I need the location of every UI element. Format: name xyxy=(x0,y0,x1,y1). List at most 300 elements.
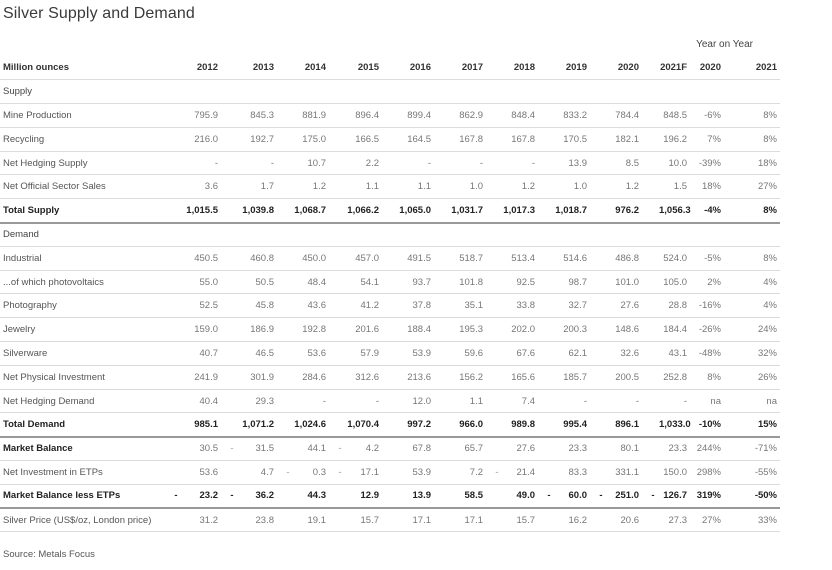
yoy-cell: 27% xyxy=(695,508,729,532)
spacer-cell xyxy=(439,508,451,532)
sign-cell xyxy=(387,461,399,485)
value-cell: 105.0 xyxy=(659,270,695,294)
spacer-cell xyxy=(170,175,182,199)
spacer-cell xyxy=(491,223,503,247)
value-cell: 159.0 xyxy=(182,318,226,342)
spacer-cell xyxy=(387,199,399,223)
value-cell: 156.2 xyxy=(451,365,491,389)
spacer-cell xyxy=(170,127,182,151)
spacer-cell xyxy=(334,365,346,389)
value-cell: - xyxy=(451,151,491,175)
spacer-cell xyxy=(647,365,659,389)
spacer-cell xyxy=(226,270,238,294)
value-cell xyxy=(294,223,334,247)
spacer-cell xyxy=(170,199,182,223)
value-cell: 54.1 xyxy=(346,270,387,294)
value-cell: - xyxy=(399,151,439,175)
spacer-cell xyxy=(334,318,346,342)
table-row xyxy=(0,365,832,389)
spacer-cell xyxy=(647,127,659,151)
value-cell: 1,018.7 xyxy=(555,199,595,223)
value-cell: 28.8 xyxy=(659,294,695,318)
value-cell: 170.5 xyxy=(555,127,595,151)
row-label: Photography xyxy=(0,294,170,318)
value-cell: 196.2 xyxy=(659,127,695,151)
year-2014: 2014 xyxy=(294,56,334,80)
spacer-cell xyxy=(439,342,451,366)
value-cell: 976.2 xyxy=(607,199,647,223)
value-cell: 27.6 xyxy=(607,294,647,318)
spacer-cell xyxy=(387,151,399,175)
value-cell: 201.6 xyxy=(346,318,387,342)
spacer-cell xyxy=(334,294,346,318)
spacer-cell xyxy=(491,270,503,294)
spacer-cell xyxy=(170,104,182,128)
value-cell: 40.4 xyxy=(182,389,226,413)
value-cell: 53.9 xyxy=(399,342,439,366)
sign-cell xyxy=(282,437,294,461)
value-cell: 1,071.2 xyxy=(238,413,282,437)
spacer-cell xyxy=(226,318,238,342)
spacer-cell xyxy=(282,199,294,223)
value-cell: 50.5 xyxy=(238,270,282,294)
yoy-cell: 298% xyxy=(695,461,729,485)
yoy-cell: 32% xyxy=(729,342,780,366)
value-cell: - xyxy=(607,389,647,413)
spacer-cell xyxy=(170,270,182,294)
yoy-cell: -71% xyxy=(729,437,780,461)
value-cell: 19.1 xyxy=(294,508,334,532)
value-cell xyxy=(182,80,226,104)
yoy-cell: 8% xyxy=(729,127,780,151)
yoy-cell: -55% xyxy=(729,461,780,485)
supply-demand-table xyxy=(0,56,832,532)
spacer-cell xyxy=(595,342,607,366)
value-cell: 67.6 xyxy=(503,342,543,366)
spacer-cell xyxy=(543,389,555,413)
spacer-cell xyxy=(543,413,555,437)
value-cell: 896.1 xyxy=(607,413,647,437)
value-cell xyxy=(182,223,226,247)
spacer-cell xyxy=(282,104,294,128)
value-cell: 60.0 xyxy=(555,484,595,508)
value-cell: 1,024.6 xyxy=(294,413,334,437)
spacer-cell xyxy=(595,175,607,199)
row-label: Net Hedging Supply xyxy=(0,151,170,175)
value-cell: 524.0 xyxy=(659,246,695,270)
value-cell: 518.7 xyxy=(451,246,491,270)
row-label: Jewelry xyxy=(0,318,170,342)
yoy-cell xyxy=(729,80,780,104)
value-cell: 1,066.2 xyxy=(346,199,387,223)
spacer-cell xyxy=(282,175,294,199)
value-cell: 1,065.0 xyxy=(399,199,439,223)
spacer-cell xyxy=(226,294,238,318)
year-2021f: 2021F xyxy=(659,56,695,80)
yoy-cell: 8% xyxy=(695,365,729,389)
row-label: Net Investment in ETPs xyxy=(0,461,170,485)
spacer-cell xyxy=(387,175,399,199)
spacer-cell xyxy=(543,151,555,175)
yoy-cell: na xyxy=(729,389,780,413)
value-cell: 43.6 xyxy=(294,294,334,318)
spacer-cell xyxy=(595,270,607,294)
row-label: Industrial xyxy=(0,246,170,270)
value-cell: 12.9 xyxy=(346,484,387,508)
spacer-cell xyxy=(282,151,294,175)
row-label: Net Official Sector Sales xyxy=(0,175,170,199)
yoy-cell: -16% xyxy=(695,294,729,318)
value-cell: 4.7 xyxy=(238,461,282,485)
value-cell: 784.4 xyxy=(607,104,647,128)
spacer-cell xyxy=(595,223,607,247)
value-cell: 53.6 xyxy=(294,342,334,366)
value-cell: 985.1 xyxy=(182,413,226,437)
yoy-year-2020: 2020 xyxy=(695,56,729,80)
spacer-cell xyxy=(595,246,607,270)
spacer-cell xyxy=(226,413,238,437)
value-cell: 37.8 xyxy=(399,294,439,318)
sign-cell xyxy=(595,437,607,461)
spacer-cell xyxy=(439,413,451,437)
value-cell: 44.3 xyxy=(294,484,334,508)
spacer-cell xyxy=(387,294,399,318)
value-cell: 795.9 xyxy=(182,104,226,128)
yoy-cell: -50% xyxy=(729,484,780,508)
page-title: Silver Supply and Demand xyxy=(3,5,195,22)
value-cell: 200.5 xyxy=(607,365,647,389)
value-cell xyxy=(555,223,595,247)
spacer-cell xyxy=(439,223,451,247)
value-cell: 32.6 xyxy=(607,342,647,366)
row-label: Demand xyxy=(0,223,170,247)
spacer-cell xyxy=(595,294,607,318)
value-cell: 1,068.7 xyxy=(294,199,334,223)
value-cell: 10.7 xyxy=(294,151,334,175)
value-cell: - xyxy=(294,389,334,413)
sign-cell xyxy=(439,461,451,485)
table-row xyxy=(0,413,832,437)
sign-cell xyxy=(439,484,451,508)
table-row xyxy=(0,461,832,485)
spacer-cell xyxy=(334,175,346,199)
value-cell: 23.3 xyxy=(555,437,595,461)
spacer-cell xyxy=(439,246,451,270)
value-cell: 1,015.5 xyxy=(182,199,226,223)
table-row xyxy=(0,342,832,366)
yoy-cell: -48% xyxy=(695,342,729,366)
spacer-cell xyxy=(226,199,238,223)
yoy-cell: 24% xyxy=(729,318,780,342)
spacer-cell xyxy=(170,223,182,247)
spacer-cell xyxy=(226,223,238,247)
spacer-cell xyxy=(282,294,294,318)
value-cell: 862.9 xyxy=(451,104,491,128)
value-cell: 10.0 xyxy=(659,151,695,175)
spacer-cell xyxy=(334,80,346,104)
yoy-cell xyxy=(729,223,780,247)
value-cell: 27.6 xyxy=(503,437,543,461)
table-row xyxy=(0,508,832,532)
spacer-cell xyxy=(491,294,503,318)
spacer-cell xyxy=(491,127,503,151)
value-cell: 2.2 xyxy=(346,151,387,175)
spacer-cell xyxy=(282,246,294,270)
value-cell: 166.5 xyxy=(346,127,387,151)
spacer-cell xyxy=(387,508,399,532)
spacer-cell xyxy=(491,246,503,270)
row-label: Total Demand xyxy=(0,413,170,437)
value-cell: 186.9 xyxy=(238,318,282,342)
table-row xyxy=(0,151,832,175)
value-cell: 1,056.3 xyxy=(659,199,695,223)
spacer-cell xyxy=(543,270,555,294)
spacer-cell xyxy=(647,389,659,413)
spacer-cell xyxy=(226,127,238,151)
spacer-cell xyxy=(543,294,555,318)
sign-cell: - xyxy=(282,461,294,485)
header-label: Million ounces xyxy=(0,56,170,80)
value-cell: 1,033.0 xyxy=(659,413,695,437)
spacer-cell xyxy=(491,342,503,366)
sign-cell: - xyxy=(647,484,659,508)
spacer-cell xyxy=(543,175,555,199)
yoy-cell: 4% xyxy=(729,294,780,318)
spacer-cell xyxy=(647,223,659,247)
value-cell: 65.7 xyxy=(451,437,491,461)
value-cell: 241.9 xyxy=(182,365,226,389)
spacer-cell xyxy=(170,151,182,175)
spacer-cell xyxy=(595,104,607,128)
yoy-cell: 2% xyxy=(695,270,729,294)
table-row xyxy=(0,294,832,318)
value-cell: 21.4 xyxy=(503,461,543,485)
spacer-cell xyxy=(226,175,238,199)
value-cell: 192.7 xyxy=(238,127,282,151)
spacer-cell xyxy=(439,270,451,294)
section-header-row xyxy=(0,80,832,104)
value-cell: 49.0 xyxy=(503,484,543,508)
value-cell: 83.3 xyxy=(555,461,595,485)
value-cell: 40.7 xyxy=(182,342,226,366)
value-cell: 195.3 xyxy=(451,318,491,342)
value-cell: 43.1 xyxy=(659,342,695,366)
value-cell xyxy=(503,223,543,247)
spacer-cell xyxy=(647,342,659,366)
value-cell: 148.6 xyxy=(607,318,647,342)
value-cell: 252.8 xyxy=(659,365,695,389)
value-cell: 995.4 xyxy=(555,413,595,437)
value-cell: 213.6 xyxy=(399,365,439,389)
row-label: Recycling xyxy=(0,127,170,151)
spacer-cell xyxy=(439,80,451,104)
row-label: Net Physical Investment xyxy=(0,365,170,389)
value-cell: 1.1 xyxy=(451,389,491,413)
table-row xyxy=(0,175,832,199)
value-cell: 989.8 xyxy=(503,413,543,437)
value-cell: 55.0 xyxy=(182,270,226,294)
sign-cell xyxy=(387,437,399,461)
year-2013: 2013 xyxy=(238,56,282,80)
value-cell: 23.3 xyxy=(659,437,695,461)
value-cell: 1.5 xyxy=(659,175,695,199)
spacer-cell xyxy=(439,127,451,151)
value-cell: 58.5 xyxy=(451,484,491,508)
yoy-cell: 27% xyxy=(729,175,780,199)
value-cell: 167.8 xyxy=(503,127,543,151)
row-label: Silver Price (US$/oz, London price) xyxy=(0,508,170,532)
value-cell xyxy=(451,80,491,104)
value-cell: 514.6 xyxy=(555,246,595,270)
yoy-cell: -10% xyxy=(695,413,729,437)
value-cell: 126.7 xyxy=(659,484,695,508)
sign-cell xyxy=(595,461,607,485)
value-cell xyxy=(503,80,543,104)
sign-cell xyxy=(647,437,659,461)
sign-cell xyxy=(647,461,659,485)
sign-cell: - xyxy=(334,461,346,485)
value-cell: 15.7 xyxy=(503,508,543,532)
value-cell: 184.4 xyxy=(659,318,695,342)
yoy-cell: na xyxy=(695,389,729,413)
row-label: Silverware xyxy=(0,342,170,366)
value-cell: 12.0 xyxy=(399,389,439,413)
sign-cell xyxy=(334,484,346,508)
sign-cell xyxy=(491,484,503,508)
value-cell: 17.1 xyxy=(451,508,491,532)
spacer-cell xyxy=(491,365,503,389)
value-cell: 1,031.7 xyxy=(451,199,491,223)
value-cell: 17.1 xyxy=(399,508,439,532)
spacer-cell xyxy=(387,104,399,128)
value-cell: 200.3 xyxy=(555,318,595,342)
value-cell: 67.8 xyxy=(399,437,439,461)
value-cell: 848.5 xyxy=(659,104,695,128)
value-cell: 52.5 xyxy=(182,294,226,318)
spacer-cell xyxy=(543,199,555,223)
value-cell: 20.6 xyxy=(607,508,647,532)
value-cell: 41.2 xyxy=(346,294,387,318)
spacer-cell xyxy=(439,365,451,389)
spacer-cell xyxy=(491,508,503,532)
year-2016: 2016 xyxy=(399,56,439,80)
spacer-cell xyxy=(491,413,503,437)
value-cell: 16.2 xyxy=(555,508,595,532)
yoy-cell: -26% xyxy=(695,318,729,342)
spacer-cell xyxy=(595,365,607,389)
yoy-cell: 18% xyxy=(695,175,729,199)
value-cell: 251.0 xyxy=(607,484,647,508)
spacer-cell xyxy=(491,151,503,175)
spacer-cell xyxy=(334,127,346,151)
spacer-cell xyxy=(226,104,238,128)
value-cell: 899.4 xyxy=(399,104,439,128)
table-body xyxy=(0,56,832,532)
spacer-cell xyxy=(647,80,659,104)
value-cell: 188.4 xyxy=(399,318,439,342)
spacer-cell xyxy=(543,223,555,247)
value-cell: 1.2 xyxy=(294,175,334,199)
value-cell xyxy=(238,223,282,247)
spacer-cell xyxy=(170,389,182,413)
row-label: ...of which photovoltaics xyxy=(0,270,170,294)
row-label: Mine Production xyxy=(0,104,170,128)
row-label: Net Hedging Demand xyxy=(0,389,170,413)
value-cell: 997.2 xyxy=(399,413,439,437)
table-row xyxy=(0,104,832,128)
value-cell: 312.6 xyxy=(346,365,387,389)
value-cell: 13.9 xyxy=(399,484,439,508)
yoy-cell: 8% xyxy=(729,246,780,270)
yoy-cell xyxy=(695,223,729,247)
spacer-cell xyxy=(282,80,294,104)
value-cell: 23.2 xyxy=(182,484,226,508)
spacer-cell xyxy=(491,318,503,342)
value-cell: 202.0 xyxy=(503,318,543,342)
value-cell: 896.4 xyxy=(346,104,387,128)
spacer-cell xyxy=(543,104,555,128)
spacer-cell xyxy=(334,246,346,270)
spacer-cell xyxy=(647,199,659,223)
spacer-cell xyxy=(282,413,294,437)
spacer-cell xyxy=(334,151,346,175)
spacer-cell xyxy=(439,389,451,413)
yoy-cell: -4% xyxy=(695,199,729,223)
value-cell: 491.5 xyxy=(399,246,439,270)
spacer-cell xyxy=(439,199,451,223)
value-cell: 45.8 xyxy=(238,294,282,318)
spacer-cell xyxy=(387,389,399,413)
value-cell: 1.1 xyxy=(346,175,387,199)
value-cell: 185.7 xyxy=(555,365,595,389)
table-row xyxy=(0,199,832,223)
value-cell xyxy=(346,80,387,104)
sign-cell xyxy=(226,461,238,485)
spacer-cell xyxy=(595,389,607,413)
yoy-cell xyxy=(695,80,729,104)
value-cell: 216.0 xyxy=(182,127,226,151)
value-cell: 31.2 xyxy=(182,508,226,532)
yoy-year-2021: 2021 xyxy=(729,56,780,80)
yoy-cell: -39% xyxy=(695,151,729,175)
value-cell: 165.6 xyxy=(503,365,543,389)
spacer-cell xyxy=(387,413,399,437)
value-cell: 59.6 xyxy=(451,342,491,366)
spacer-cell xyxy=(334,199,346,223)
table-row xyxy=(0,246,832,270)
row-label: Supply xyxy=(0,80,170,104)
spacer-cell xyxy=(595,80,607,104)
spacer-cell xyxy=(647,246,659,270)
value-cell: 175.0 xyxy=(294,127,334,151)
value-cell: 8.5 xyxy=(607,151,647,175)
sign-cell: - xyxy=(226,484,238,508)
spacer-cell xyxy=(647,270,659,294)
value-cell: 460.8 xyxy=(238,246,282,270)
spacer-cell xyxy=(282,318,294,342)
spacer-cell xyxy=(387,318,399,342)
spacer-cell xyxy=(543,246,555,270)
value-cell: 966.0 xyxy=(451,413,491,437)
value-cell: 53.9 xyxy=(399,461,439,485)
spacer-cell xyxy=(226,80,238,104)
spacer-cell xyxy=(387,246,399,270)
yoy-cell: 26% xyxy=(729,365,780,389)
value-cell xyxy=(294,80,334,104)
spacer-cell xyxy=(334,389,346,413)
spacer-cell xyxy=(543,365,555,389)
value-cell: 36.2 xyxy=(238,484,282,508)
